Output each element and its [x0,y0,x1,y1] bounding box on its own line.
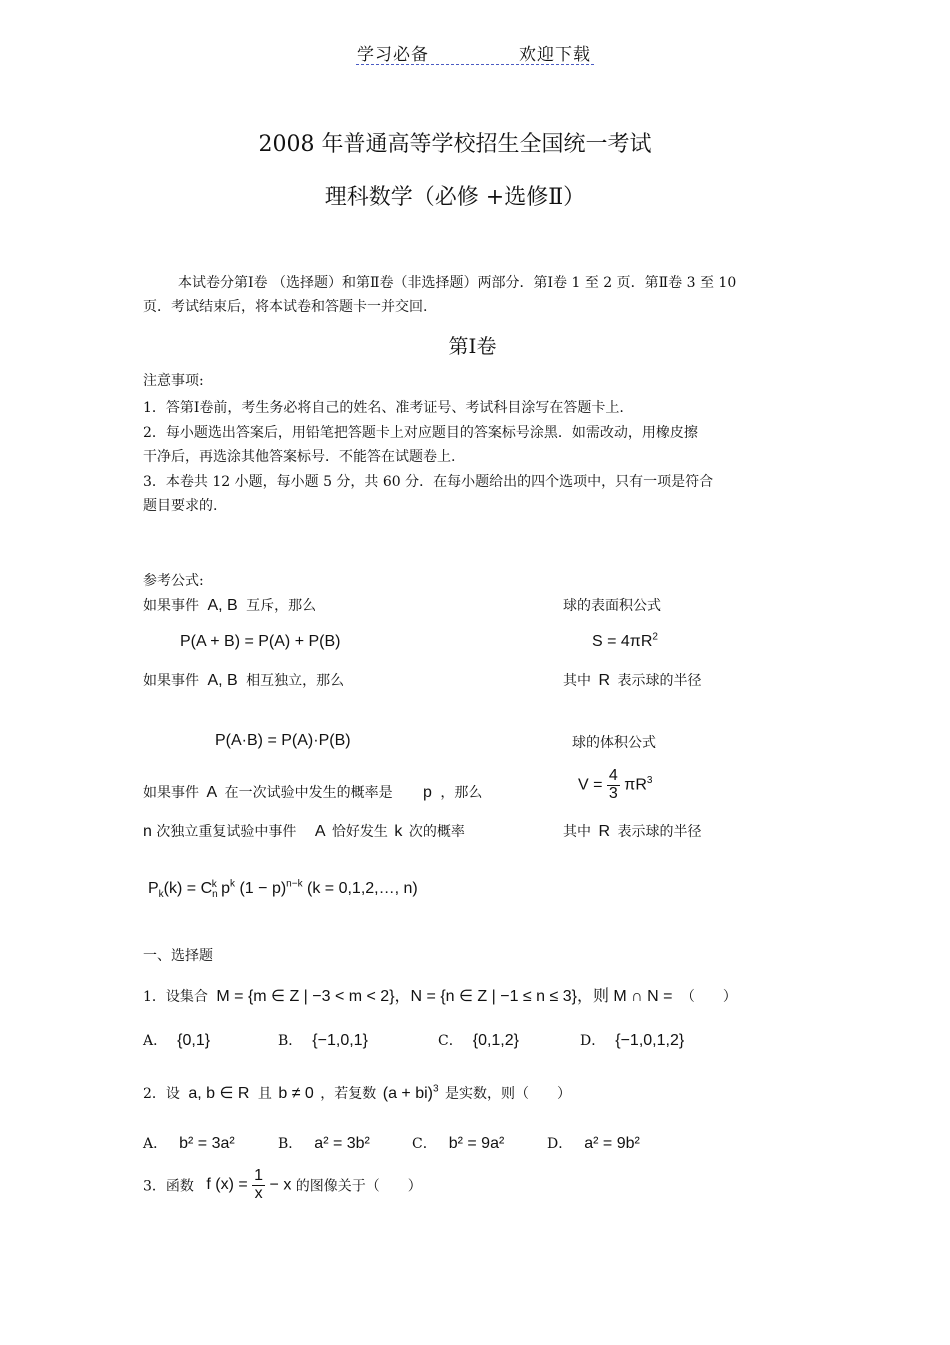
notice-item: 干净后，再选涂其他答案标号．不能答在试题卷上. [143,449,456,465]
notice-item: 2．每小题选出答案后，用铅笔把答题卡上对应题目的答案标号涂黑．如需改动，用橡皮擦 [143,425,698,441]
exam-title: 2008 年普通高等学校招生全国统一考试 [258,132,652,157]
radius-note-1: 其中 R 表示球的半径 [563,672,702,689]
formula-sphere-area: $S = 4\pi R^2$ [592,631,658,650]
sphere-volume-label: 球的体积公式 [572,735,656,751]
formula-row-probability: 如果事件 A 在一次试验中发生的概率是 p ，那么 [143,784,483,801]
sphere-area-label: 球的表面积公式 [563,598,661,614]
q1-option-b[interactable]: B． {−1,0,1} [278,1032,368,1049]
notice-item: 题目要求的. [143,498,218,514]
q2-option-c[interactable]: C． b² = 9a² [412,1135,505,1152]
header-underline [356,64,594,65]
radius-note-2: 其中 R 表示球的半径 [563,823,702,840]
intro-line-1: 本试卷分第Ⅰ卷 （选择题）和第Ⅱ卷（非选择题）两部分．第Ⅰ卷 1 至 2 页．第Ⅱ卷 3 至 10 [178,275,737,291]
formula-sum: P(A + B) = P(A) + P(B) [180,633,341,650]
formula-row-independent: 如果事件 A, B 相互独立，那么 [143,672,345,689]
formula-binomial: $P_k(k) = C_n^k$ $p^k$ $(1 - p)^{n-k}$ (k = 0,1,2,…, n) [148,878,418,901]
formula-sphere-volume: V = $\frac{4}{3}$ $\pi R^3$ [578,767,653,802]
exam-subtitle: 理科数学（必修 +选修Ⅱ） [324,185,586,210]
formula-product: P(A·B) = P(A)·P(B) [215,732,351,749]
section-title: 第Ⅰ卷 [448,334,497,358]
formulas-heading: 参考公式: [143,573,204,589]
intro-line-2: 页．考试结束后，将本试卷和答题卡一并交回. [143,299,428,315]
formula-row-mutex: 如果事件 A, B 互斥，那么 [143,597,317,614]
header-left: 学习必备 [357,45,429,65]
question-2: 2．设 a, b ∈ R 且 b ≠ 0 ，若复数 (a + bi)$^3$ 是实数，则（ ） [143,1083,571,1102]
header-right: 欢迎下载 [519,45,591,65]
q1-option-c[interactable]: C． {0,1,2} [438,1032,519,1049]
notice-item: 1．答第Ⅰ卷前，考生务必将自己的姓名、准考证号、考试科目涂写在答题卡上. [143,400,624,416]
q2-option-b[interactable]: B． a² = 3b² [278,1135,370,1152]
notice-heading: 注意事项: [143,373,204,389]
q2-option-d[interactable]: D． a² = 9b² [547,1135,640,1152]
question-1: 1．设集合 M = {m ∈ Z | −3 < m < 2}，N = {n ∈ Z | −1 ≤ n ≤ 3}，则 M ∩ N = （ ） [143,988,737,1005]
q1-option-a[interactable]: A． {0,1} [143,1032,211,1049]
formula-row-binomial: n 次独立重复试验中事件 A 恰好发生 k 次的概率 [143,823,465,840]
q1-option-d[interactable]: D． {−1,0,1,2} [580,1032,685,1049]
question-3: 3．函数 f (x) = $\frac{1}{x}$ − x 的图像关于（ ） [143,1167,422,1202]
notice-item: 3．本卷共 12 小题，每小题 5 分，共 60 分．在每小题给出的四个选项中，只有一项是符合 [143,474,714,490]
part1-heading: 一、选择题 [143,948,213,964]
q2-option-a[interactable]: A． b² = 3a² [143,1135,235,1152]
